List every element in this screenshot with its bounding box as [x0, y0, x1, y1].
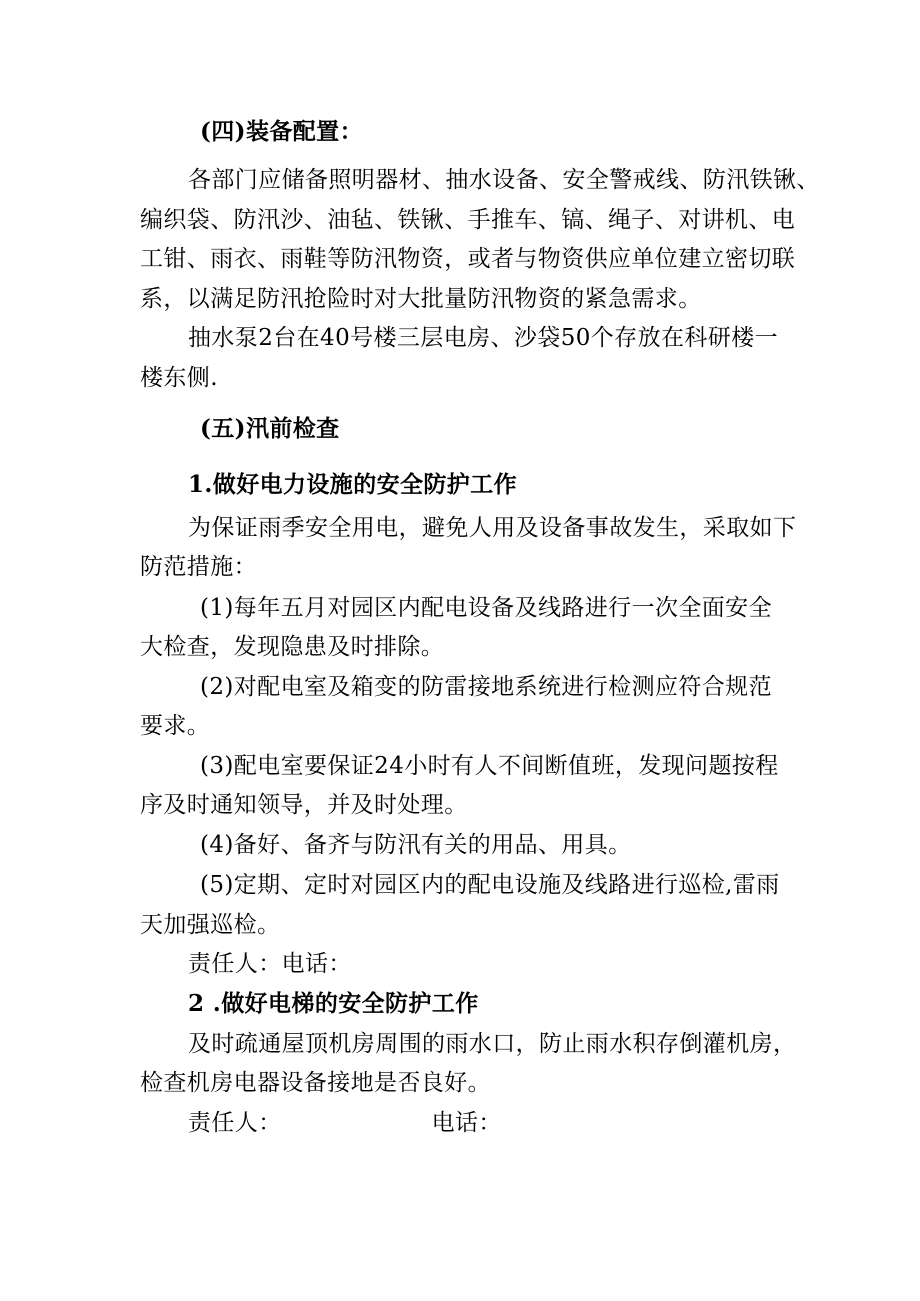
measure-line: 天加强巡检。 [140, 912, 281, 938]
measure-line: 序及时通知领导，并及时处理。 [140, 792, 468, 818]
paragraph-line: 为保证雨季安全用电，避免人用及设备事故发生，采取如下 [188, 515, 797, 541]
measure-line: 大检查，发现隐患及时排除。 [140, 634, 445, 660]
paragraph-line: 及时疏通屋顶机房周围的雨水口，防止雨水积存倒灌机房， [188, 1031, 797, 1057]
item-title-power: 1.做好电力设施的安全防护工作 [188, 471, 518, 498]
paragraph-line: 各部门应储备照明器材、抽水设备、安全警戒线、防汛铁锹、 [188, 167, 820, 193]
measure-line: (1)每年五月对园区内配电设备及线路进行一次全面安全 [200, 595, 772, 621]
responsible-label: 责任人： [188, 1110, 282, 1136]
paragraph-line: 楼东侧. [140, 365, 218, 391]
paragraph-line: 工钳、雨衣、雨鞋等防汛物资，或者与物资供应单位建立密切联 [140, 246, 796, 272]
measure-line: 要求。 [140, 713, 211, 739]
responsible-line [188, 1107, 838, 1139]
paragraph-line: 防范措施： [140, 554, 257, 580]
phone-label: 电话： [431, 1110, 502, 1136]
measure-line: (5)定期、定时对园区内的配电设施及线路进行巡检,雷雨 [200, 872, 780, 898]
measure-line: (2)对配电室及箱变的防雷接地系统进行检测应符合规范 [200, 674, 772, 700]
measure-line: (3)配电室要保证24小时有人不间断值班，发现问题按程 [200, 753, 779, 779]
paragraph-line: 检查机房电器设备接地是否良好。 [140, 1070, 491, 1096]
section-heading-precheck: (五)汛前检查 [200, 415, 340, 442]
measure-line: (4)备好、备齐与防汛有关的用品、用具。 [200, 832, 632, 858]
paragraph-line: 编织袋、防汛沙、油毡、铁锹、手推车、镐、绳子、对讲机、电 [140, 207, 796, 233]
paragraph-line: 抽水泵2台在40号楼三层电房、沙袋50个存放在科研楼一 [188, 325, 778, 351]
responsible-line: 责任人：电话： [188, 951, 352, 977]
item-title-elevator: 2 .做好电梯的安全防护工作 [188, 990, 479, 1017]
paragraph-line: 系，以满足防汛抢险时对大批量防汛物资的紧急需求。 [140, 286, 702, 312]
section-heading-equipment: (四)装备配置： [200, 118, 363, 145]
